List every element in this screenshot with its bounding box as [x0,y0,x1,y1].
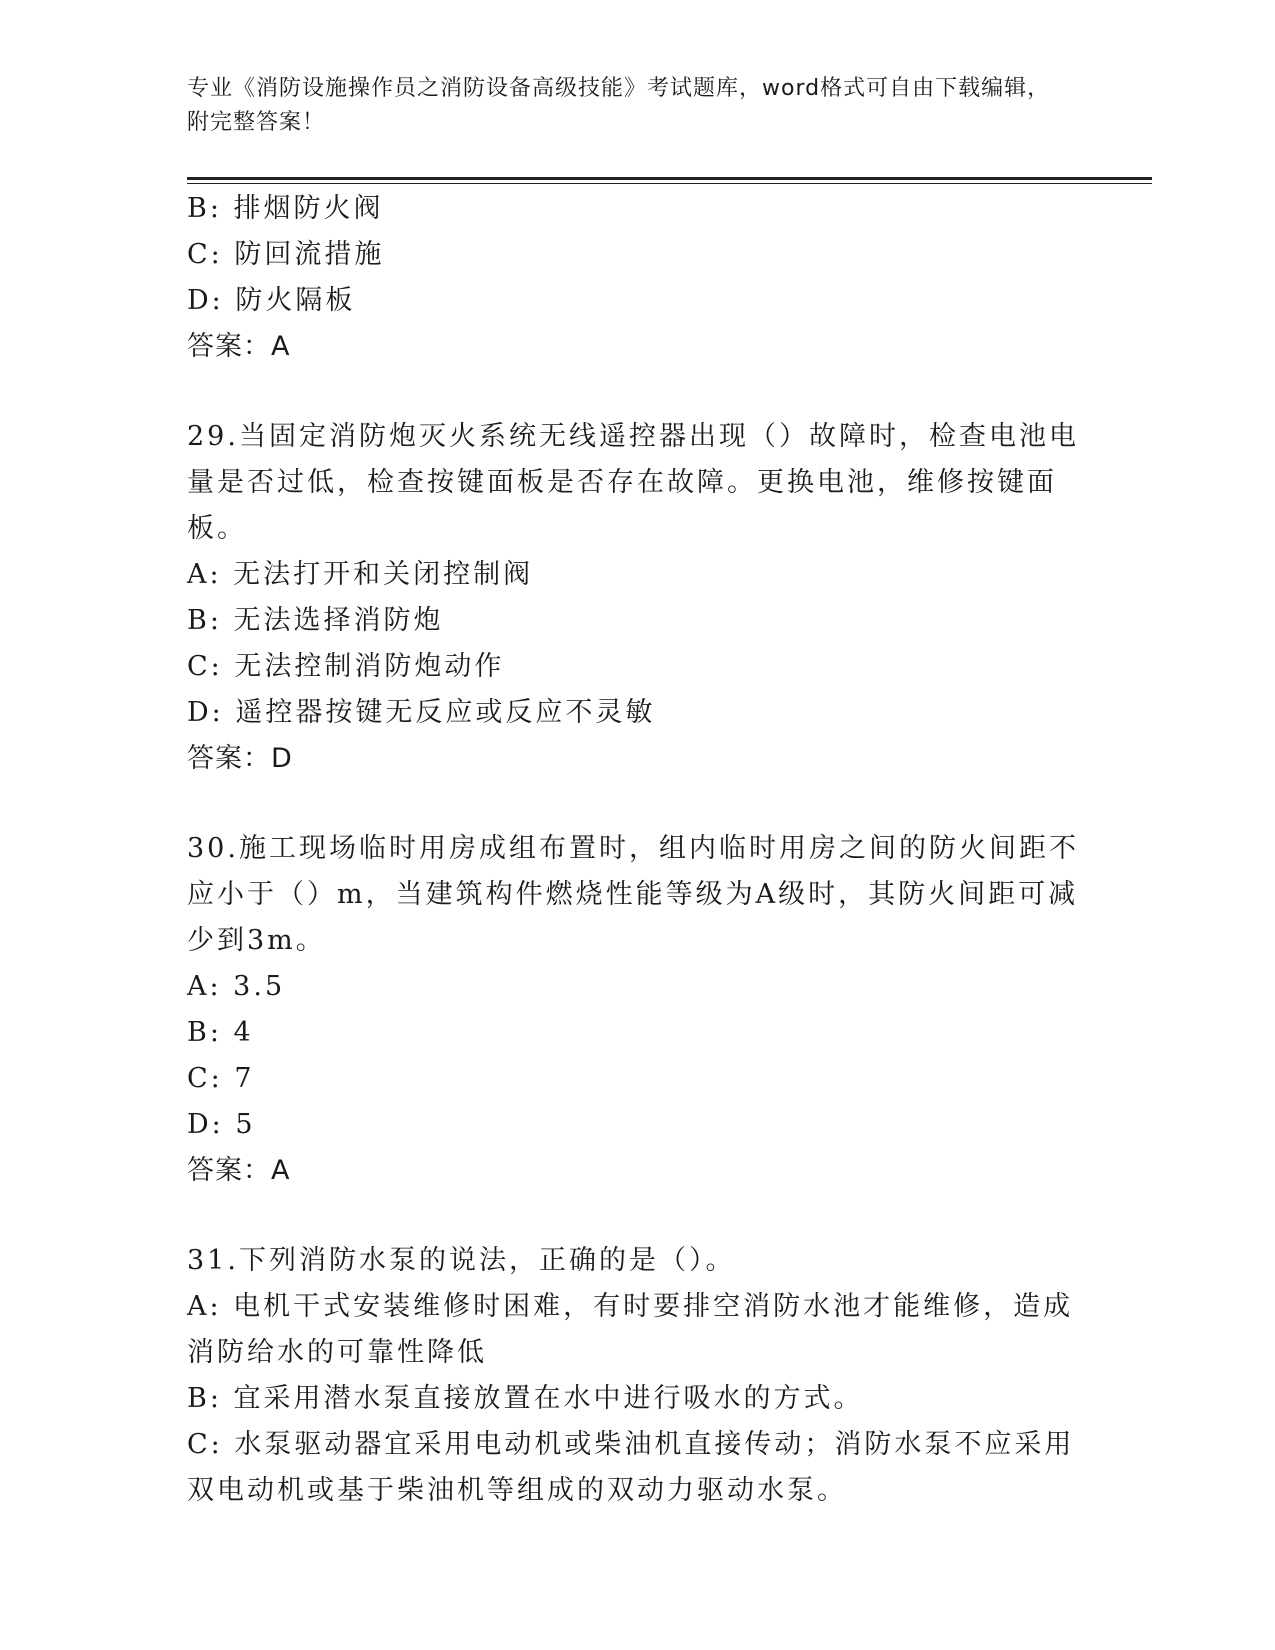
option-d: D: 防火隔板 [187,285,356,316]
option-d: D: 遥控器按键无反应或反应不灵敏 [187,697,656,728]
question-content [187,186,1087,1514]
header-rule-thick [187,177,1152,180]
question-29 [187,414,1087,782]
spacer [187,1194,1087,1238]
answer-line: 答案：A [187,331,291,362]
spacer [187,370,1087,414]
answer-line: 答案：D [187,743,293,774]
option-c: C: 7 [187,1063,255,1094]
question-30 [187,826,1087,1194]
header-rule-thin [187,183,1152,184]
option-b: B: 无法选择消防炮 [187,605,444,636]
question-stem: 30.施工现场临时用房成组布置时，组内临时用房之间的防火间距不应小于（）m，当建筑构件燃烧性能等级为A级时，其防火间距可减少到3m。 [187,833,1079,956]
question-stem: 31.下列消防水泵的说法，正确的是（）。 [187,1245,736,1276]
option-a: A: 3.5 [187,971,286,1002]
option-c: C: 无法控制消防炮动作 [187,651,505,682]
option-b: B: 排烟防火阀 [187,193,384,224]
option-b: B: 4 [187,1017,254,1048]
option-a: A: 电机干式安装维修时困难，有时要排空消防水池才能维修，造成消防给水的可靠性降低 [187,1291,1074,1368]
question-31 [187,1238,1087,1514]
prev-question [187,186,1087,370]
option-c: C: 防回流措施 [187,239,385,270]
option-d: D: 5 [187,1109,256,1140]
page-header: 专业《消防设施操作员之消防设备高级技能》考试题库，word格式可自由下载编辑，附完整答案！ [187,76,1051,135]
answer-line: 答案：A [187,1155,291,1186]
option-b: B: 宜采用潜水泵直接放置在水中进行吸水的方式。 [187,1383,864,1414]
option-c: C: 水泵驱动器宜采用电动机或柴油机直接传动；消防水泵不应采用双电动机或基于柴油机等组成的双动力驱动水泵。 [187,1429,1075,1506]
spacer [187,782,1087,826]
option-a: A: 无法打开和关闭控制阀 [187,559,534,590]
question-stem: 29.当固定消防炮灭火系统无线遥控器出现（）故障时，检查电池电量是否过低，检查按键面板是否存在故障。更换电池，维修按键面板。 [187,421,1079,544]
